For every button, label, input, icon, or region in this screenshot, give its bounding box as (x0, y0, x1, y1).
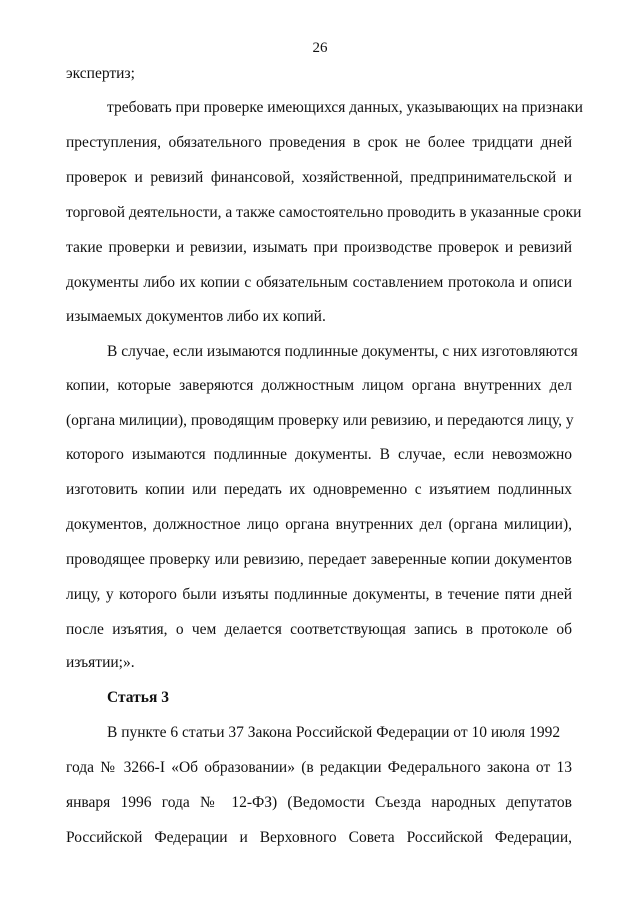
page-number: 26 (312, 40, 328, 56)
text-line: (органа милиции), проводящим проверку или ревизию, и передаются лицу, у (66, 412, 574, 429)
text-line: торговой деятельности, а также самостоятельно проводить в указанные сроки (66, 204, 582, 221)
text-line: такие проверки и ревизии, изымать при производстве проверок и ревизий (66, 239, 572, 256)
text-line: Российской Федерации и Верховного Совета Российской Федерации, (66, 829, 572, 846)
text-line: проводящее проверку или ревизию, передает заверенные копии документов (66, 551, 572, 568)
text-line: лицу, у которого были изъяты подлинные документы, в течение пяти дней (66, 586, 572, 603)
text-line: января 1996 года № 12-ФЗ) (Ведомости Съезда народных депутатов (66, 794, 572, 811)
text-line: документы либо их копии с обязательным составлением протокола и описи (66, 274, 572, 291)
text-line: которого изымаются подлинные документы. В случае, если невозможно (66, 446, 572, 463)
text-line: изымаемых документов либо их копий. (66, 308, 326, 325)
text-line: изготовить копии или передать их одновременно с изъятием подлинных (66, 481, 572, 498)
paragraph-first-line: требовать при проверке имеющихся данных, указывающих на признаки (107, 99, 583, 116)
text-line: изъятии;». (66, 654, 135, 671)
text-line: документов, должностное лицо органа внутренних дел (органа милиции), (66, 516, 572, 533)
text-line: проверок и ревизий финансовой, хозяйственной, предпринимательской и (66, 169, 572, 186)
paragraph-first-line: В пункте 6 статьи 37 Закона Российской Федерации от 10 июля 1992 (107, 724, 561, 741)
text-line: после изъятия, о чем делается соответствующая запись в протоколе об (66, 621, 572, 638)
text-line: года № 3266-I «Об образовании» (в редакции Федерального закона от 13 (66, 759, 572, 776)
paragraph-first-line: В случае, если изымаются подлинные документы, с них изготовляются (107, 343, 578, 360)
text-line: экспертиз; (66, 65, 135, 82)
article-heading: Статья 3 (107, 689, 169, 706)
text-line: копии, которые заверяются должностным лицом органа внутренних дел (66, 377, 572, 394)
text-line: преступления, обязательного проведения в срок не более тридцати дней (66, 134, 572, 151)
